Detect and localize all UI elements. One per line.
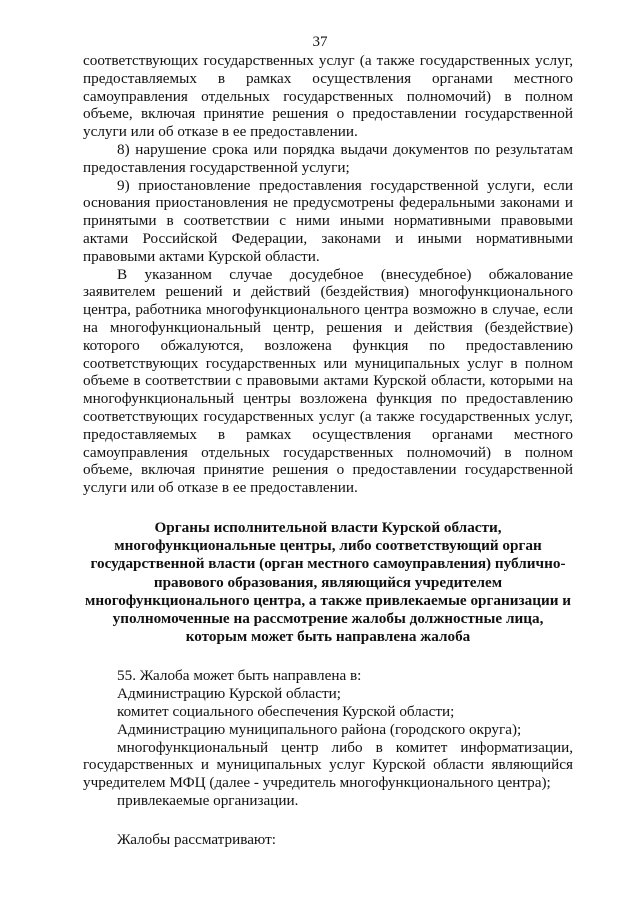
list-item: многофункциональный центр либо в комитет информатизации, государственных и муниципальных услуг Курской области являющийся учредителем МФЦ (далее - учредитель многофункционального центра);	[83, 738, 573, 792]
list-item: Администрацию Курской области;	[117, 685, 342, 703]
paragraph: 9) приостановление предоставления государственной услуги, если основания приостановления не предусмотрены федеральными законами и принятыми в соответствии с ними иными нормативными правовыми актами Российской Федерации, законами и иными нормативными правовыми актами Курской области.	[83, 176, 573, 265]
document-body	[83, 52, 573, 849]
paragraph: соответствующих государственных услуг (а также государственных услуг, предоставляемых в рамках осуществления органами местного самоуправления отдельных государственных полномочий) в полном объеме, включая принятие решения о предоставлении государственной услуги или об отказе в ее предоставлении.	[83, 52, 573, 141]
list-item: комитет социального обеспечения Курской области;	[117, 702, 455, 720]
list-item: 55. Жалоба может быть направлена в:	[117, 667, 362, 685]
paragraph: Жалобы рассматривают:	[117, 830, 276, 848]
section-heading: Органы исполнительной власти Курской области, многофункциональные центры, либо соответствующий орган государственной власти (орган местного самоуправления) публично-правового образования, являющийся учредителем многофункционального центра, а также привлекаемые организации и уполномоченные на рассмотрение жалобы должностные лица, которым может быть направлена жалоба	[85, 518, 571, 646]
recipient-list	[83, 667, 573, 809]
paragraph: В указанном случае досудебное (внесудебное) обжалование заявителем решений и действий (бездействия) многофункционального центра, работника многофункционального центра возможно в случае, если на многофункциональный центр, решения и действия (бездействие) которого обжалуются, возложена функция по предоставлению соответствующих государственных или муниципальных услуг в полном объеме в соответствии с правовыми актами Курской области, которыми на многофункциональный центры возложена функция по предоставлению соответствующих государственных услуг (а также государственных услуг, предоставляемых в рамках осуществления органами местного самоуправления отдельных государственных полномочий) в полном объеме, включая принятие решения о предоставлении государственной услуги или об отказе в ее предоставлении.	[83, 265, 573, 497]
page-number: 37	[312, 34, 328, 50]
list-item: Администрацию муниципального района (городского округа);	[117, 720, 522, 738]
list-item: привлекаемые организации.	[117, 791, 299, 809]
paragraph: 8) нарушение срока или порядка выдачи документов по результатам предоставления государственной услуги;	[83, 140, 573, 176]
